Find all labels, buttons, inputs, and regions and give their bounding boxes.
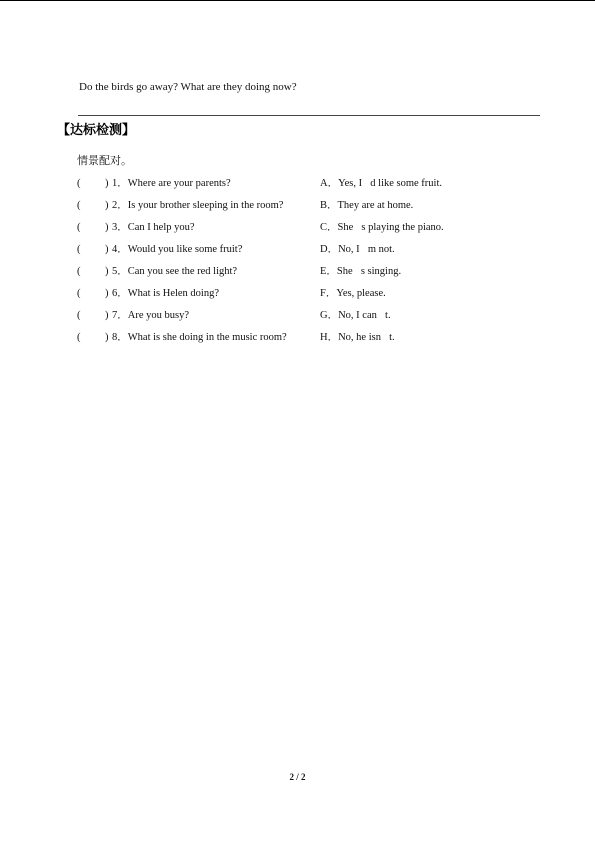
item-answer: F．Yes, please. [320,288,386,299]
answer-blank-open: ( [77,222,81,233]
page-top-rule [0,0,595,1]
item-question: 6．What is Helen doing? [112,288,220,299]
answer-blank-close: ) [105,200,109,211]
answer-blank-open: ( [77,178,81,189]
answer-blank-open: ( [77,310,81,321]
answer-blank-close: ) [105,310,109,321]
item-answer: A．Yes, I d like some fruit. [320,178,443,189]
item-answer: G．No, I can t. [320,310,391,321]
question-text: Do the birds go away? What are they doing now? [79,81,297,93]
item-question: 3．Can I help you? [112,222,195,233]
answer-blank-close: ) [105,222,109,233]
answer-blank-close: ) [105,244,109,255]
list-item [0,330,595,346]
answer-blank-close: ) [105,288,109,299]
list-item [0,220,595,236]
answer-blank-open: ( [77,288,81,299]
item-answer: D．No, I m not. [320,244,395,255]
list-item [0,176,595,192]
list-item [0,286,595,302]
answer-blank-open: ( [77,266,81,277]
item-question: 4．Would you like some fruit? [112,244,243,255]
item-question: 2．Is your brother sleeping in the room? [112,200,284,211]
instruction-text: 情景配对。 [77,154,132,167]
item-question: 5．Can you see the red light? [112,266,238,277]
item-question: 8．What is she doing in the music room? [112,332,287,343]
answer-line [78,115,540,116]
item-answer: E．She s singing. [320,266,402,277]
section-title: 【达标检测】 [57,123,136,138]
page-number: 2 / 2 [289,772,306,782]
item-answer: H．No, he isn t. [320,332,395,343]
item-answer: C．She s playing the piano. [320,222,444,233]
answer-blank-open: ( [77,244,81,255]
list-item [0,242,595,258]
answer-blank-close: ) [105,332,109,343]
list-item [0,198,595,214]
answer-blank-close: ) [105,178,109,189]
answer-blank-open: ( [77,200,81,211]
item-question: 7．Are you busy? [112,310,189,321]
answer-blank-open: ( [77,332,81,343]
list-item [0,264,595,280]
item-question: 1．Where are your parents? [112,178,231,189]
answer-blank-close: ) [105,266,109,277]
list-item [0,308,595,324]
item-answer: B．They are at home. [320,200,414,211]
